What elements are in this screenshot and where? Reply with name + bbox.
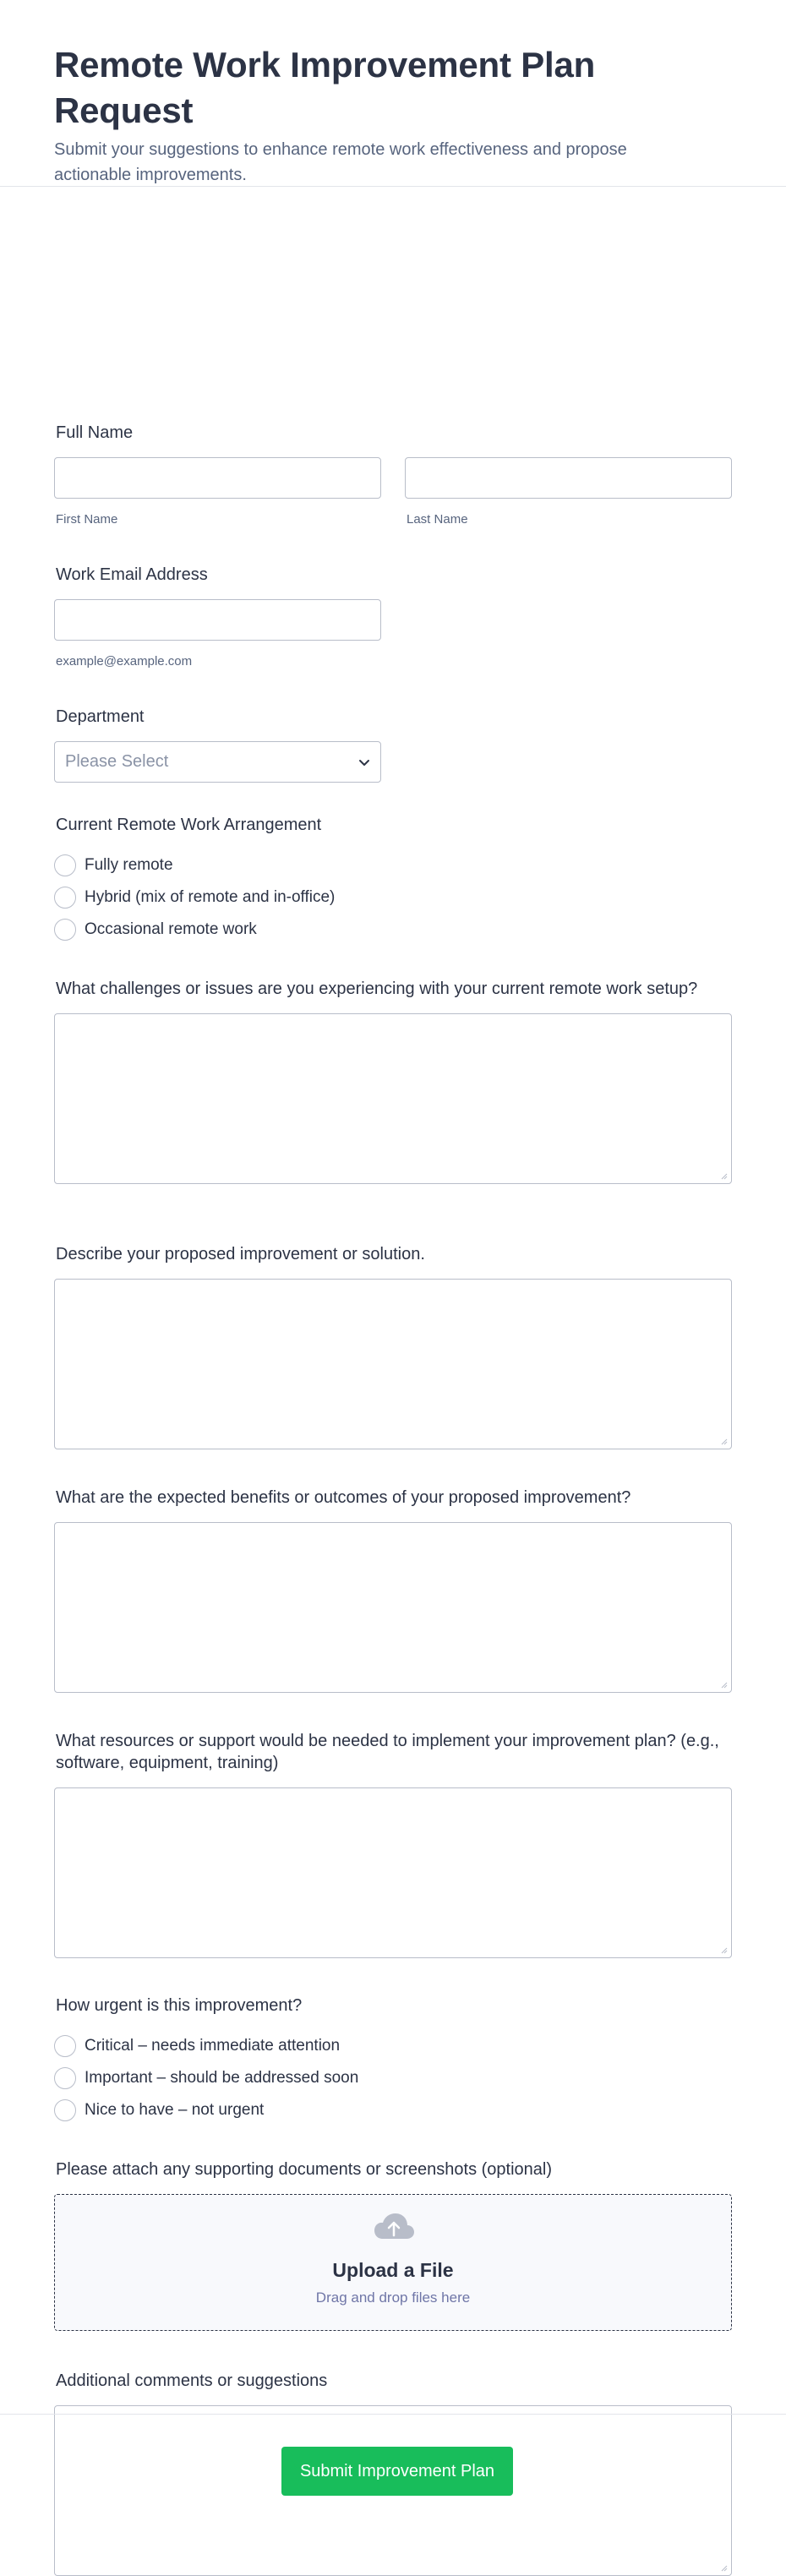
radio-circle[interactable] (54, 854, 76, 876)
radio-label: Hybrid (mix of remote and in-office) (85, 888, 336, 906)
arrangement-label: Current Remote Work Arrangement (56, 816, 322, 834)
radio-label: Important – should be addressed soon (85, 2069, 359, 2087)
arrangement-field (54, 814, 732, 946)
name-row (54, 457, 732, 527)
proposal-textarea[interactable] (54, 1279, 732, 1449)
radio-option[interactable] (54, 914, 732, 946)
arrangement-radio-group (54, 849, 732, 946)
radio-label: Critical – needs immediate attention (85, 2037, 341, 2055)
resize-grip-icon[interactable] (719, 1946, 728, 1954)
attachments-field (54, 2158, 732, 2331)
last-name-input[interactable] (405, 457, 732, 499)
email-field[interactable] (54, 599, 381, 641)
upload-subtitle: Drag and drop files here (315, 2289, 471, 2306)
department-label: Department (56, 707, 145, 726)
radio-option[interactable] (54, 849, 732, 881)
radio-option[interactable] (54, 2094, 732, 2126)
radio-circle[interactable] (54, 2099, 76, 2121)
resize-grip-icon[interactable] (719, 1680, 728, 1689)
full-name-label: Full Name (56, 423, 134, 442)
department-field (54, 706, 732, 783)
upload-title: Upload a File (332, 2259, 454, 2281)
resources-textarea[interactable] (54, 1787, 732, 1958)
benefits-textarea[interactable] (54, 1522, 732, 1693)
benefits-label: What are the expected benefits or outcomes of your proposed improvement? (56, 1488, 631, 1507)
benefits-field (54, 1487, 732, 1693)
radio-option[interactable] (54, 2030, 732, 2062)
proposal-label: Describe your proposed improvement or solution. (56, 1245, 425, 1263)
cloud-upload-icon (373, 2210, 415, 2244)
full-name-field (54, 422, 732, 527)
urgency-radio-group (54, 2030, 732, 2126)
email-sublabel: example@example.com (56, 654, 193, 669)
radio-circle[interactable] (54, 887, 76, 909)
submit-button[interactable]: Submit Improvement Plan (281, 2447, 513, 2496)
department-select[interactable] (54, 741, 381, 783)
first-name-input[interactable] (54, 457, 381, 499)
form-header (0, 0, 786, 187)
first-name-sublabel: First Name (56, 512, 118, 527)
chevron-down-icon (357, 755, 372, 770)
email-label: Work Email Address (56, 565, 208, 584)
radio-option[interactable] (54, 881, 732, 914)
challenges-textarea[interactable] (54, 1013, 732, 1184)
radio-option[interactable] (54, 2062, 732, 2094)
resize-grip-icon[interactable] (719, 2563, 728, 2572)
attachments-label: Please attach any supporting documents or screenshots (optional) (56, 2160, 553, 2179)
resources-label: What resources or support would be needed to implement your improvement plan? (e.g., software, equipment, training) (56, 1732, 719, 1772)
first-name-group (54, 457, 381, 527)
radio-circle[interactable] (54, 2067, 76, 2089)
resources-field (54, 1730, 732, 1958)
challenges-label: What challenges or issues are you experiencing with your current remote work setup? (56, 980, 698, 998)
radio-circle[interactable] (54, 919, 76, 941)
urgency-field (54, 1995, 732, 2126)
radio-circle[interactable] (54, 2035, 76, 2057)
page-title: Remote Work Improvement Plan Request (54, 45, 596, 130)
radio-label: Occasional remote work (85, 920, 257, 938)
email-field-group (54, 564, 732, 669)
challenges-field (54, 978, 732, 1184)
file-upload-dropzone[interactable] (54, 2194, 732, 2331)
radio-label: Fully remote (85, 856, 173, 874)
department-selected-value: Please Select (65, 752, 169, 771)
comments-label: Additional comments or suggestions (56, 2371, 328, 2390)
urgency-label: How urgent is this improvement? (56, 1996, 303, 2015)
proposal-field (54, 1243, 732, 1449)
resize-grip-icon[interactable] (719, 1171, 728, 1180)
radio-label: Nice to have – not urgent (85, 2101, 265, 2119)
page-subtitle: Submit your suggestions to enhance remote work effectiveness and propose actionable improvements. (54, 140, 627, 184)
last-name-sublabel: Last Name (407, 512, 468, 527)
resize-grip-icon[interactable] (719, 1437, 728, 1445)
form-footer (0, 2414, 786, 2540)
last-name-group (405, 457, 732, 527)
